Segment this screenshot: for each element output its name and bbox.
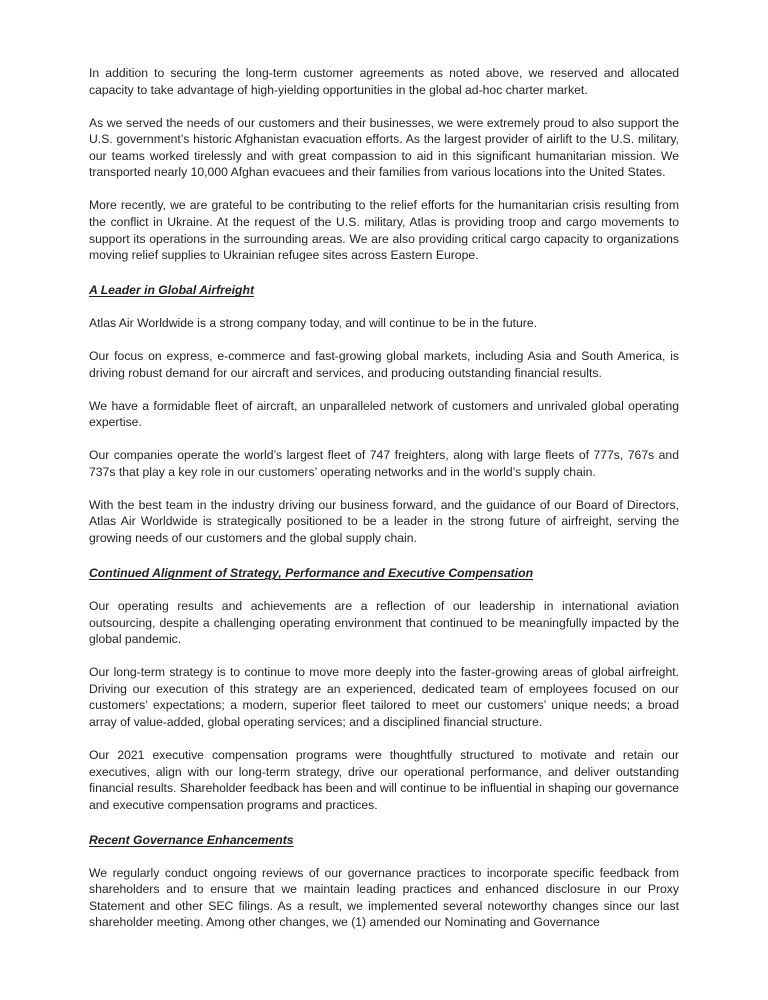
paragraph-largest-fleet: Our companies operate the world’s largest fleet of 747 freighters, along with large fleets of 777s, 767s and 737s that play a key role in our customers’ operating networks and in the world’s supply chain. (89, 448, 679, 479)
paragraph-executive-compensation: Our 2021 executive compensation programs were thoughtfully structured to motivate and retain our executives, align with our long-term strategy, drive our operational performance, and deliver outstanding financial results. Shareholder feedback has been and will continue to be influential in shaping our governance and executive compensation programs and practices. (89, 747, 679, 812)
paragraph-afghanistan-evacuation: As we served the needs of our customers and their businesses, we were extremely proud to also support the U.S. government’s historic Afghanistan evacuation efforts. As the largest provider of airlift to the U.S. military, our teams worked tirelessly and with great compassion to aid in this significant humanitarian mission. We transported nearly 10,000 Afghan evacuees and their families from various locations into the United States. (89, 115, 679, 180)
paragraph-ukraine-relief: More recently, we are grateful to be contributing to the relief efforts for the humanitarian crisis resulting from the conflict in Ukraine. At the request of the U.S. military, Atlas is providing troop and cargo movements to support its operations in the surrounding areas. We are also providing critical cargo capacity to organizations moving relief supplies to Ukrainian refugee sites across Eastern Europe. (89, 198, 679, 263)
section-governance-enhancements (89, 830, 679, 931)
heading-governance-enhancements: Recent Governance Enhancements (89, 832, 294, 847)
section-heading (89, 280, 679, 299)
paragraph-strong-company: Atlas Air Worldwide is a strong company today, and will continue to be in the future. (89, 316, 538, 331)
heading-leader-global-airfreight: A Leader in Global Airfreight (89, 283, 255, 298)
paragraph-formidable-fleet: We have a formidable fleet of aircraft, an unparalleled network of customers and unrivaled global operating expertise. (89, 398, 679, 430)
paragraph-focus-markets: Our focus on express, e-commerce and fast-growing global markets, including Asia and South America, is driving robust demand for our aircraft and services, and producing outstanding financial results. (89, 349, 679, 380)
section-intro (89, 65, 679, 264)
paragraph-charter-market: In addition to securing the long-term customer agreements as noted above, we reserved and allocated capacity to take advantage of high-yielding opportunities in the global ad-hoc charter market. (89, 66, 679, 97)
paragraph-long-term-strategy: Our long-term strategy is to continue to move more deeply into the faster-growing areas of global airfreight. Driving our execution of this strategy are an experienced, dedicated team of employees focused on our customers’ expectations; a modern, superior fleet tailored to meet our customers’ unique needs; a broad array of value-added, global operating services; and a disciplined financial structure. (89, 665, 679, 729)
paragraph-best-team: With the best team in the industry driving our business forward, and the guidance of our Board of Directors, Atlas Air Worldwide is strategically positioned to be a leader in the strong future of airfreight, serving the growing needs of our customers and the global supply chain. (89, 497, 679, 545)
paragraph-operating-results: Our operating results and achievements are a reflection of our leadership in international aviation outsourcing, despite a challenging operating environment that continued to be meaningfully impacted by the global pandemic. (89, 598, 679, 647)
section-heading (89, 563, 679, 582)
section-strategy-compensation (89, 563, 679, 813)
section-leader-global-airfreight (89, 280, 679, 546)
paragraph-governance-reviews: We regularly conduct ongoing reviews of our governance practices to incorporate specific feedback from shareholders and to ensure that we maintain leading practices and enhanced disclosure in our Proxy Statement and other SEC filings. As a result, we implemented several noteworthy changes since our last shareholder meeting. Among other changes, we (1) amended our Nominating and Governance (89, 865, 679, 930)
document-page (89, 65, 679, 947)
heading-strategy-compensation: Continued Alignment of Strategy, Performance and Executive Compensation (89, 565, 534, 580)
section-heading (89, 830, 679, 849)
